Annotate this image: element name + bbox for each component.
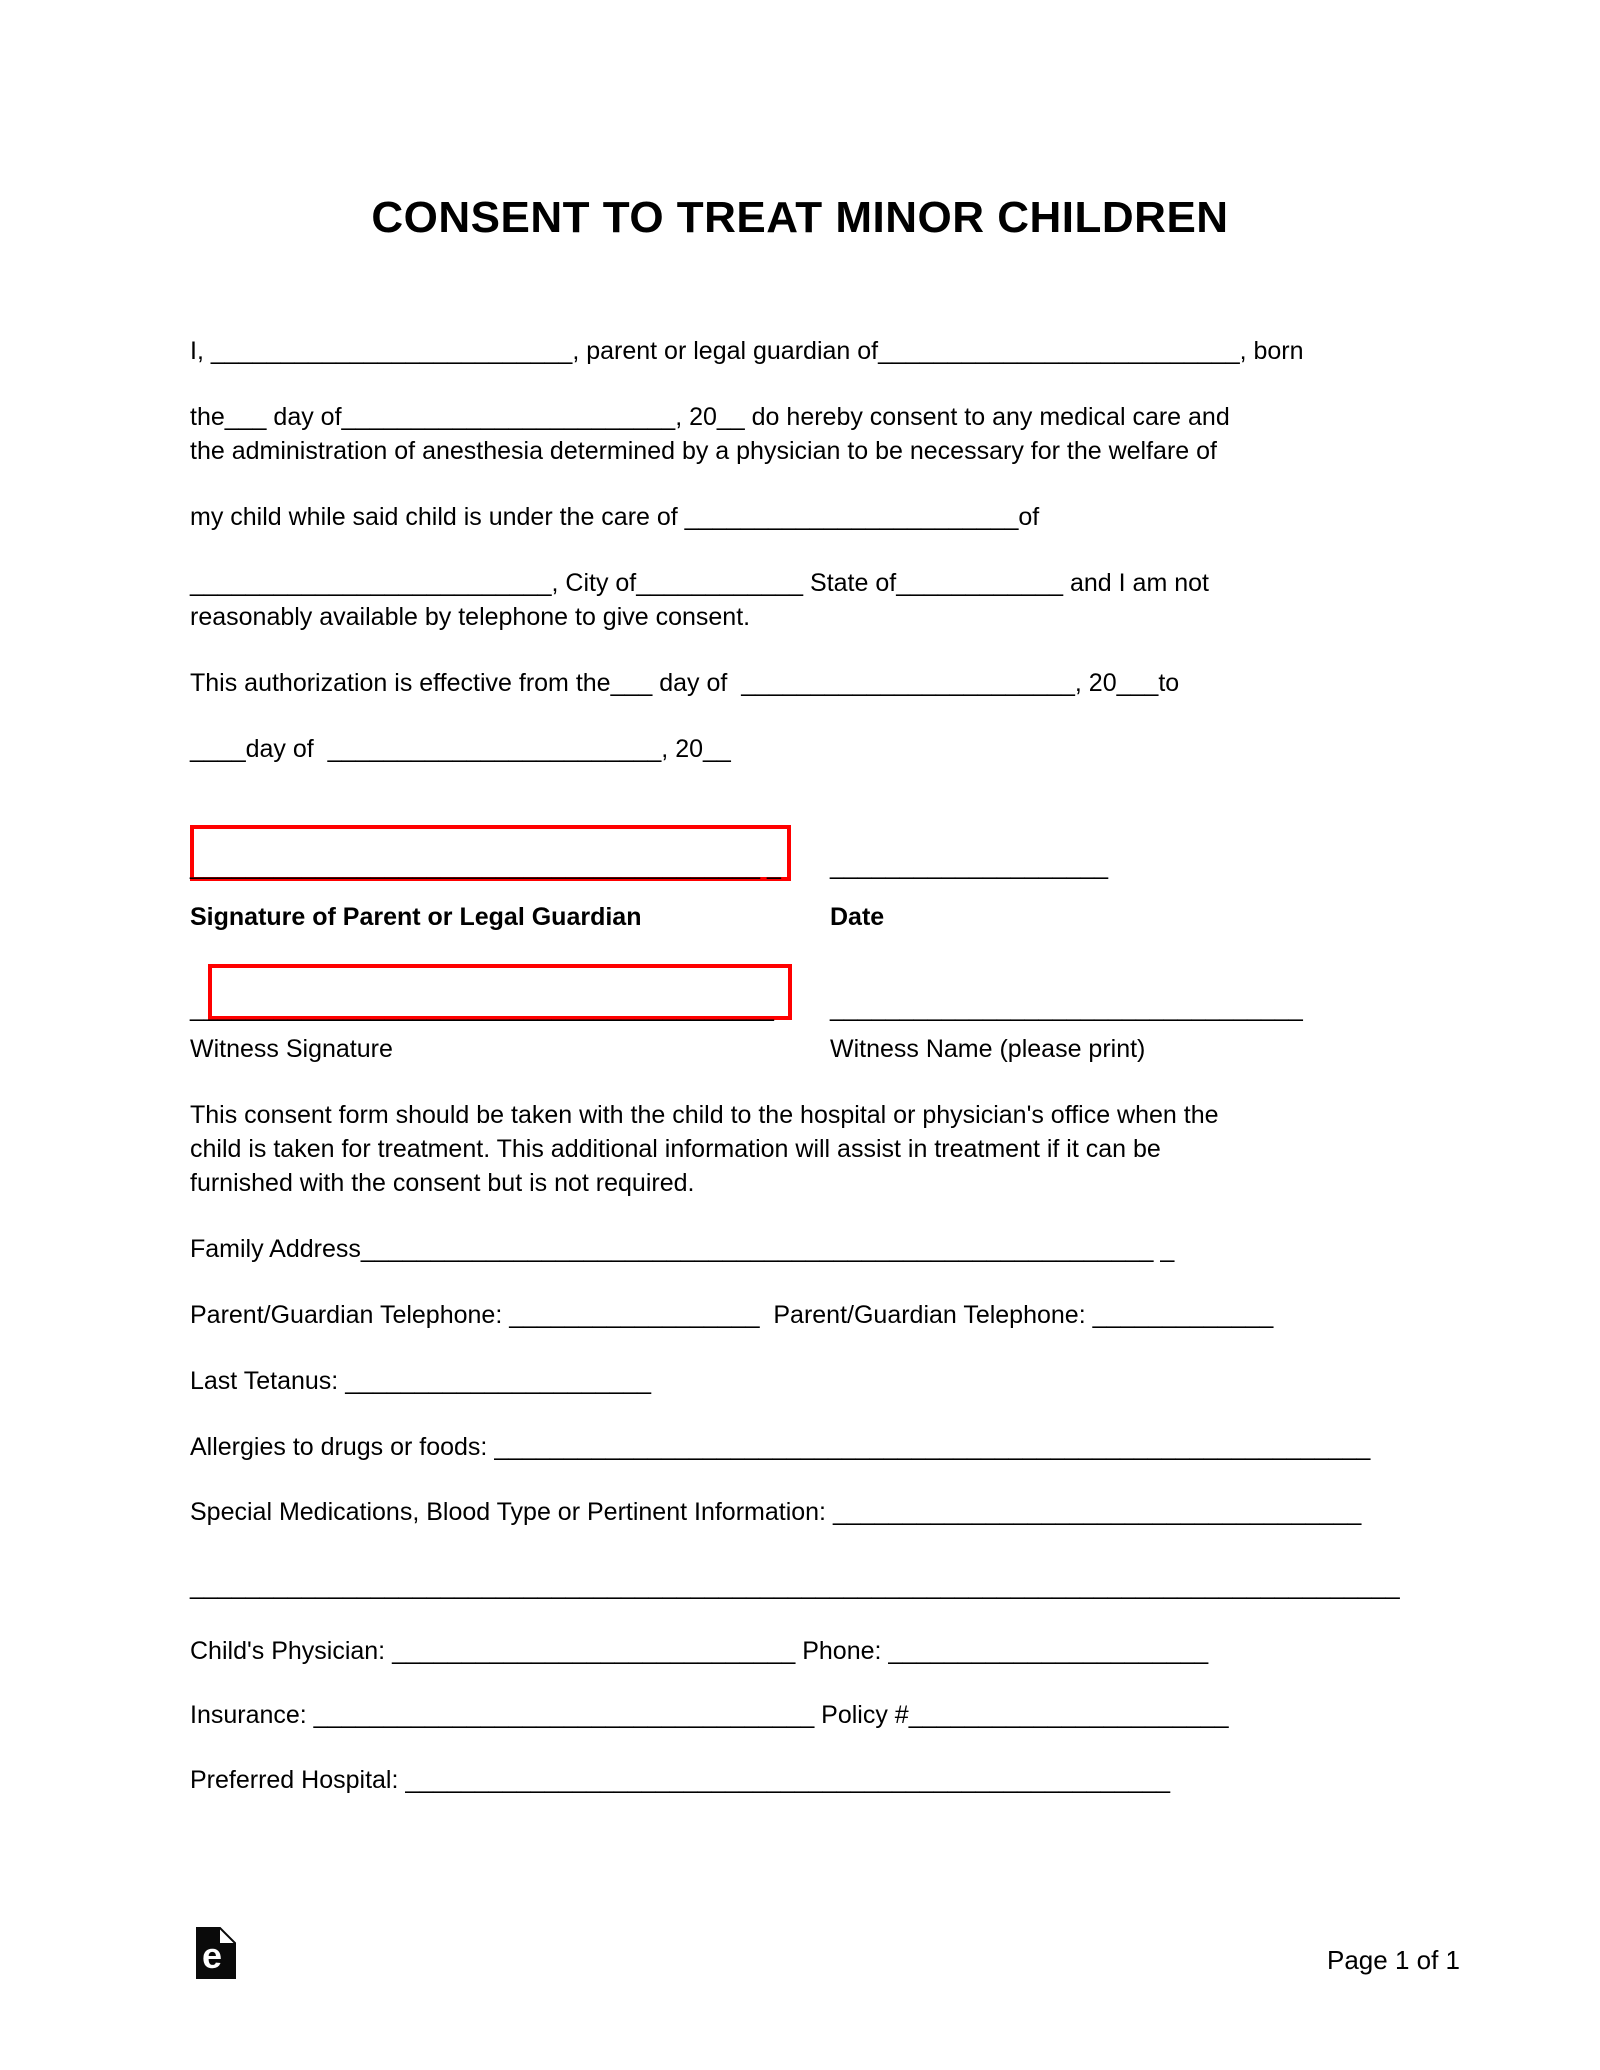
page-number: Page 1 of 1: [1327, 1945, 1460, 1975]
note-line-2: child is taken for treatment. This additional information will assist in treatment if it can be: [190, 1135, 1161, 1163]
consent-line-2: the administration of anesthesia determined by a physician to be necessary for the welfare of: [190, 437, 1217, 465]
svg-text:e: e: [202, 1935, 223, 1976]
date-label: Date: [830, 903, 885, 931]
allergies-line: Allergies to drugs or foods: _______________________________________________________________: [190, 1433, 1371, 1461]
form-body: [0, 334, 1600, 1797]
signature-section: [190, 766, 1600, 1066]
note-line-1: This consent form should be taken with the child to the hospital or physician's office when the: [190, 1101, 1219, 1129]
form-title: CONSENT TO TREAT MINOR CHILDREN: [371, 193, 1229, 242]
city-state-line: __________________________, City of____________ State of____________ and I am not: [190, 569, 1209, 597]
authorization-to-line: ____day of ________________________, 20__: [190, 735, 731, 763]
physician-phone-line: Child's Physician: _____________________________ Phone: _______________________: [190, 1637, 1209, 1665]
guardian-telephone-line: Parent/Guardian Telephone: __________________ Parent/Guardian Telephone: _____________: [190, 1301, 1274, 1329]
preferred-hospital-line: Preferred Hospital: _______________________________________________________: [190, 1766, 1171, 1794]
family-address-line: Family Address_________________________________________________________ _: [190, 1235, 1175, 1263]
last-tetanus-line: Last Tetanus: ______________________: [190, 1367, 652, 1395]
consent-line-1: the___ day of________________________, 20__ do hereby consent to any medical care and: [190, 403, 1230, 431]
telephone-consent-line: reasonably available by telephone to give consent.: [190, 603, 751, 631]
eforms-logo-icon: [196, 1927, 236, 1979]
note-line-3: furnished with the consent but is not required.: [190, 1169, 695, 1197]
witness-signature-line: __________________________________________: [190, 994, 774, 1022]
extra-blank-line: _______________________________________________________________________________________: [190, 1572, 1400, 1600]
date-line: ____________________: [830, 852, 1109, 880]
witness-name-line: __________________________________: [830, 994, 1303, 1022]
care-of-line: my child while said child is under the care of ________________________of: [190, 503, 1040, 531]
witness-name-label: Witness Name (please print): [830, 1035, 1146, 1063]
authorization-from-line: This authorization is effective from the___ day of ________________________, 20___to: [190, 669, 1180, 697]
parent-signature-line: _________________________________________ _: [190, 852, 781, 880]
intro-line: I, __________________________, parent or legal guardian of__________________________, born: [190, 337, 1304, 365]
parent-signature-label: Signature of Parent or Legal Guardian: [190, 903, 642, 931]
insurance-policy-line: Insurance: ____________________________________ Policy #_______________________: [190, 1701, 1229, 1729]
witness-signature-label: Witness Signature: [190, 1035, 393, 1063]
special-medications-line: Special Medications, Blood Type or Pertinent Information: ______________________________________: [190, 1498, 1362, 1526]
